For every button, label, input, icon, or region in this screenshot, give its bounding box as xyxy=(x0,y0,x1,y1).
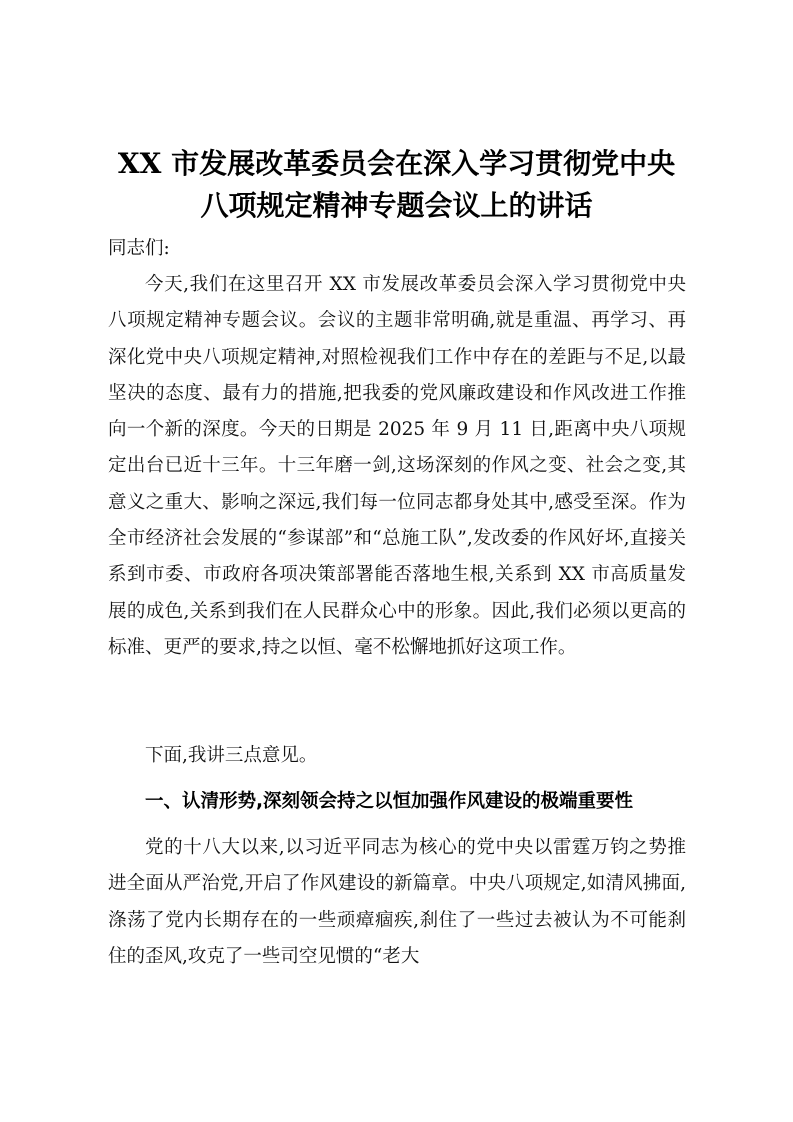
title-line-2: 八项规定精神专题会议上的讲话 xyxy=(200,189,593,222)
section-heading-1: 一、认清形势,深刻领会持之以恒加强作风建设的极端重要性 xyxy=(145,791,634,812)
paragraph-outline: 下面,我讲三点意见。 xyxy=(145,745,318,766)
salutation: 同志们: xyxy=(108,238,170,259)
paragraph-section-1: 党的十八大以来,以习近平同志为核心的党中央以雷霆万钧之势推进全面从严治党,开启了作风建设的新篇章。中央八项规定,如清风拂面,涤荡了党内长期存在的一些顽瘴痼疾,刹住了一些过去被认为不可能刹住的歪风,攻克了一些司空见惯的“老大 xyxy=(108,837,686,967)
title-line-1: XX 市发展改革委员会在深入学习贯彻党中央 xyxy=(117,147,676,180)
paragraph-opening: 今天,我们在这里召开 XX 市发展改革委员会深入学习贯彻党中央八项规定精神专题会议。会议的主题非常明确,就是重温、再学习、再深化党中央八项规定精神,对照检视我们工作中存在的差距与不足,以最坚决的态度、最有力的措施,把我委的党风廉政建设和作风改进工作推向一个新的深度。今天的日期是 2025 年 9 月 11 日,距离中央八项规定出台已近十三年。十三年磨一剑,这场深刻的作风之变、社会之变,其意义之重大、影响之深远,我们每一位同志都身处其中,感受至深。作为全市经济社会发展的“参谋部”和“总施工队”,发改委的作风好坏,直接关系到市委、市政府各项决策部署能否落地生根,关系到 XX 市高质量发展的成色,关系到我们在人民群众心中的形象。因此,我们必须以更高的标准、更严的要求,持之以恒、毫不松懈地抓好这项工作。 xyxy=(108,274,686,658)
